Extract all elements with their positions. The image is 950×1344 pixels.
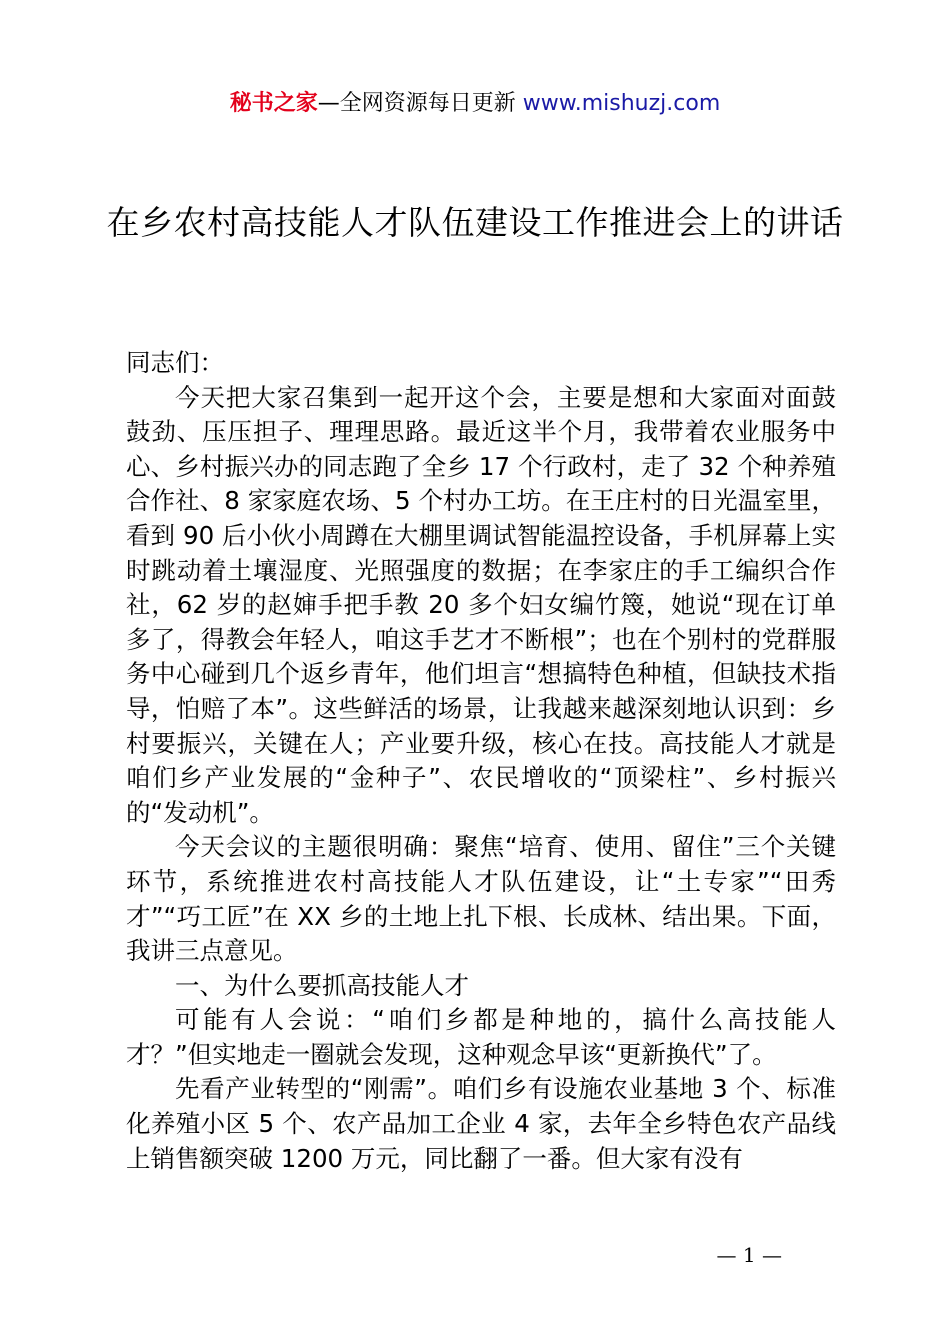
paragraph-opening: 今天把大家召集到一起开这个会，主要是想和大家面对面鼓鼓劲、压压担子、理理思路。最近这半个月，我带着农业服务中心、乡村振兴办的同志跑了全乡 17 个行政村，走了 32 个种养殖合作社、8 家家庭农场、5 个村办工坊。在王庄村的日光温室里，看到 90 后小伙小周蹲在大棚里调试智能温控设备，手机屏幕上实时跳动着土壤湿度、光照强度的数据；在李家庄的手工编织合作社，62 岁的赵婶手把手教 20 多个妇女编竹篾，她说“现在订单多了，得教会年轻人，咱这手艺才不断根”；也在个别村的党群服务中心碰到几个返乡青年，他们坦言“想搞特色种植，但缺技术指导，怕赔了本”。这些鲜活的场景，让我越来越深刻地认识到：乡村要振兴，关键在人；产业要升级，核心在技。高技能人才就是咱们乡产业发展的“金种子”、农民增收的“顶梁柱”、乡村振兴的“发动机”。 xyxy=(126,382,836,827)
site-tagline: —全网资源每日更新 xyxy=(317,91,516,116)
section-heading-1: 一、为什么要抓高技能人才 xyxy=(175,970,469,1000)
document-title: 在乡农村高技能人才队伍建设工作推进会上的讲话 xyxy=(106,203,844,242)
paragraph-misconception: 可能有人会说：“咱们乡都是种地的，搞什么高技能人才？”但实地走一圈就会发现，这种观念早该“更新换代”了。 xyxy=(126,1005,836,1069)
paragraph-industry-transformation: 先看产业转型的“刚需”。咱们乡有设施农业基地 3 个、标准化养殖小区 5 个、农产品加工企业 4 家，去年全乡特色农产品线上销售额突破 1200 万元，同比翻了一番。但大家有没有 xyxy=(126,1074,836,1173)
paragraph-meeting-theme: 今天会议的主题很明确：聚焦“培育、使用、留住”三个关键环节，系统推进农村高技能人才队伍建设，让“土专家”“田秀才”“巧工匠”在 XX 乡的土地上扎下根、长成林、结出果。下面，我讲三点意见。 xyxy=(126,832,836,966)
page-number: — 1 — xyxy=(716,1243,782,1267)
document-body xyxy=(126,346,836,1176)
salutation: 同志们： xyxy=(126,348,224,377)
site-url-link[interactable]: www.mishuzj.com xyxy=(522,91,721,116)
site-header xyxy=(0,88,950,120)
site-brand: 秘书之家 xyxy=(229,91,318,116)
